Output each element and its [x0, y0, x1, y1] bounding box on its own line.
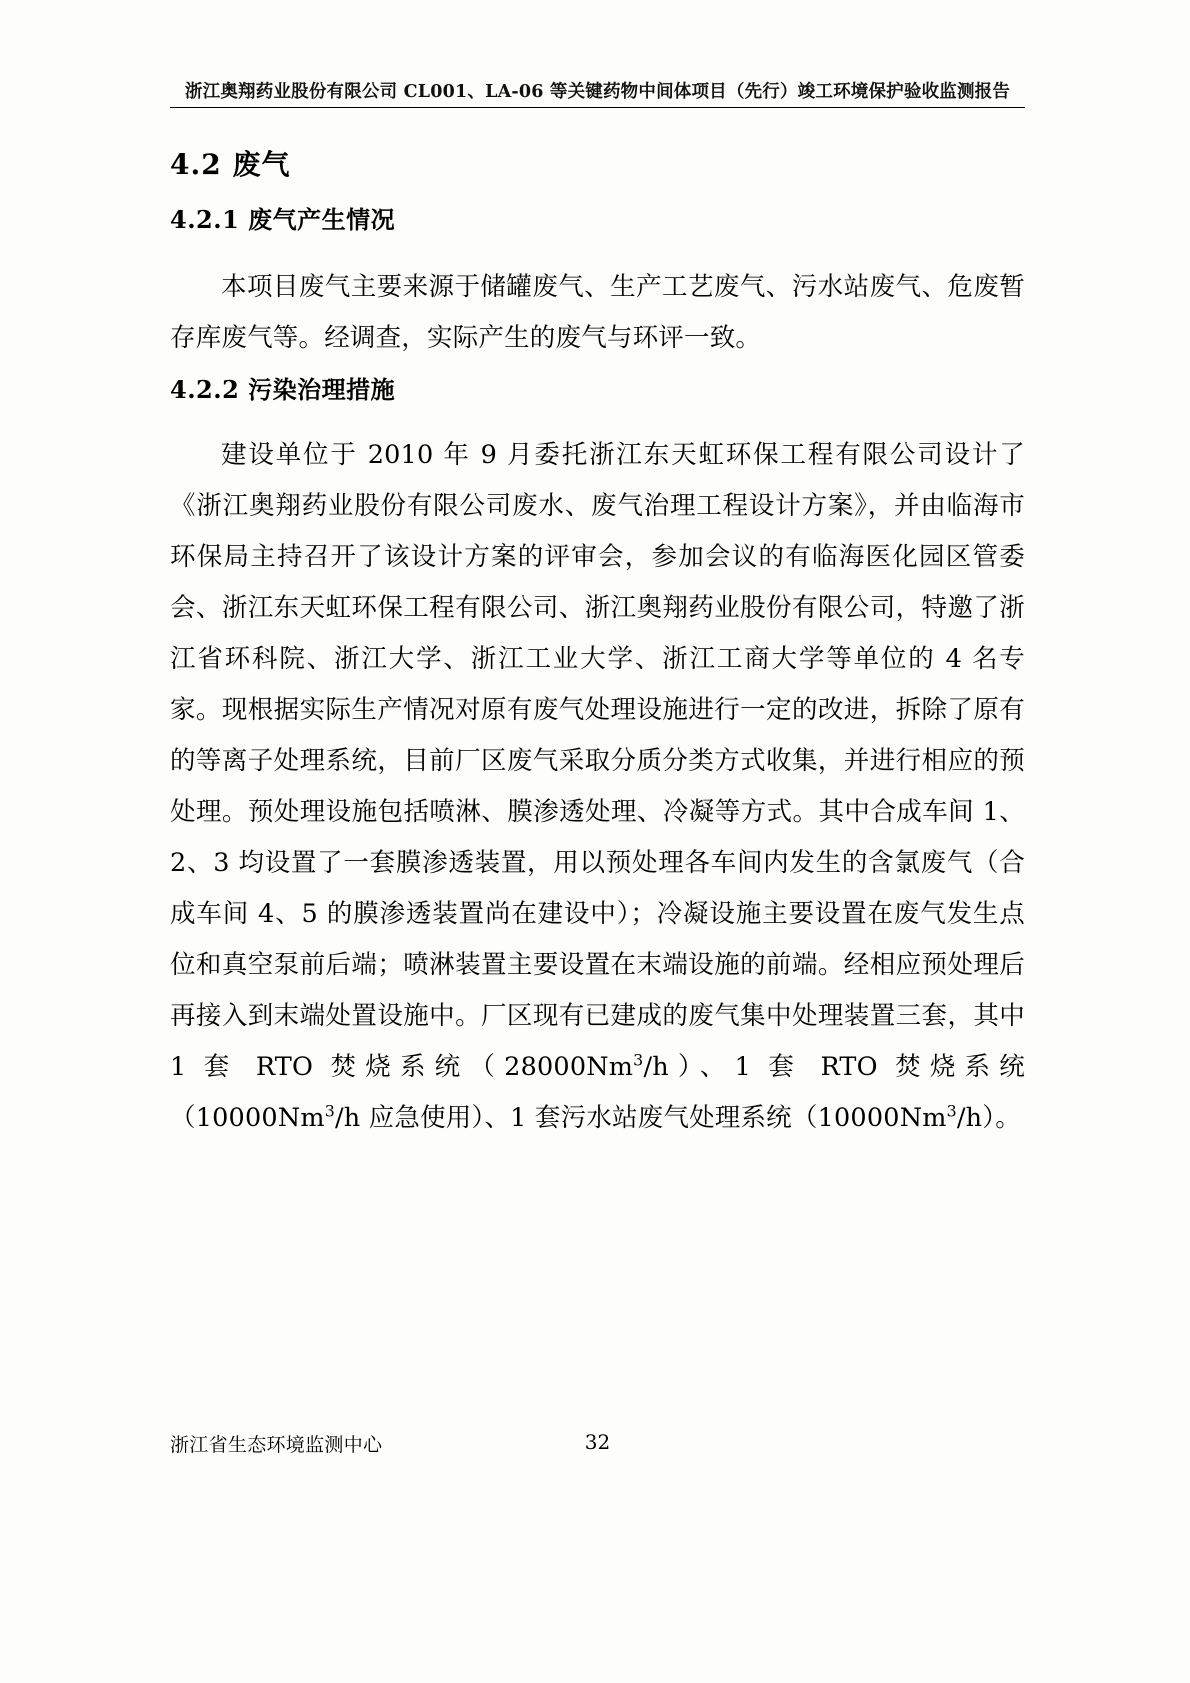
footer-page-number: 32 — [584, 1430, 611, 1454]
running-header: 浙江奥翔药业股份有限公司 CL001、LA-06 等关键药物中间体项目（先行）竣工环境保护验收监测报告 — [184, 82, 1011, 102]
header-divider — [170, 107, 1025, 108]
superscript-cubic-meter-3: 3 — [946, 1101, 957, 1121]
section-heading-4-2-2: 4.2.2 污染治理措施 — [170, 375, 396, 404]
paragraph-text-part-4: /h）。 — [956, 1103, 1021, 1133]
paragraph-pollution-treatment — [170, 430, 1025, 1144]
page-content — [170, 0, 1025, 1683]
section-heading-4-2-1: 4.2.1 废气产生情况 — [170, 205, 396, 234]
paragraph-text-part-3: /h 应急使用）、1 套污水站废气处理系统（10000Nm — [334, 1103, 947, 1133]
paragraph-text-part-2: /h）、1 套 RTO 焚烧系统（10000Nm — [170, 1052, 1025, 1133]
paragraph-text-part-1: 建设单位于 2010 年 9 月委托浙江东天虹环保工程有限公司设计了《浙江奥翔药业股份有限公司废水、废气治理工程设计方案》，并由临海市环保局主持召开了该设计方案的评审会，参加会议的有临海医化园区管委会、浙江东天虹环保工程有限公司、浙江奥翔药业股份有限公司，特邀了浙江省环科院、浙江大学、浙江工业大学、浙江工商大学等单位的 4 名专家。现根据实际生产情况对原有废气处理设施进行一定的改进，拆除了原有的等离子处理系统，目前厂区废气采取分质分类方式收集，并进行相应的预处理。预处理设施包括喷淋、膜渗透处理、冷凝等方式。其中合成车间 1、2、3 均设置了一套膜渗透装置，用以预处理各车间内发生的含氯废气（合成车间 4、5 的膜渗透装置尚在建设中）；冷凝设施主要设置在废气发生点位和真空泵前后端；喷淋装置主要设置在末端设施的前端。经相应预处理后再接入到末端处置设施中。厂区现有已建成的废气集中处理装置三套，其中 1 套 RTO 焚烧系统（28000Nm — [170, 440, 1025, 1082]
superscript-cubic-meter-1: 3 — [633, 1050, 644, 1070]
paragraph-waste-gas-generation: 本项目废气主要来源于储罐废气、生产工艺废气、污水站废气、危废暂存库废气等。经调查，实际产生的废气与环评一致。 — [170, 272, 1025, 353]
section-heading-4-2: 4.2 废气 — [170, 148, 291, 181]
superscript-cubic-meter-2: 3 — [324, 1101, 335, 1121]
footer-organization: 浙江省生态环境监测中心 — [170, 1434, 383, 1456]
